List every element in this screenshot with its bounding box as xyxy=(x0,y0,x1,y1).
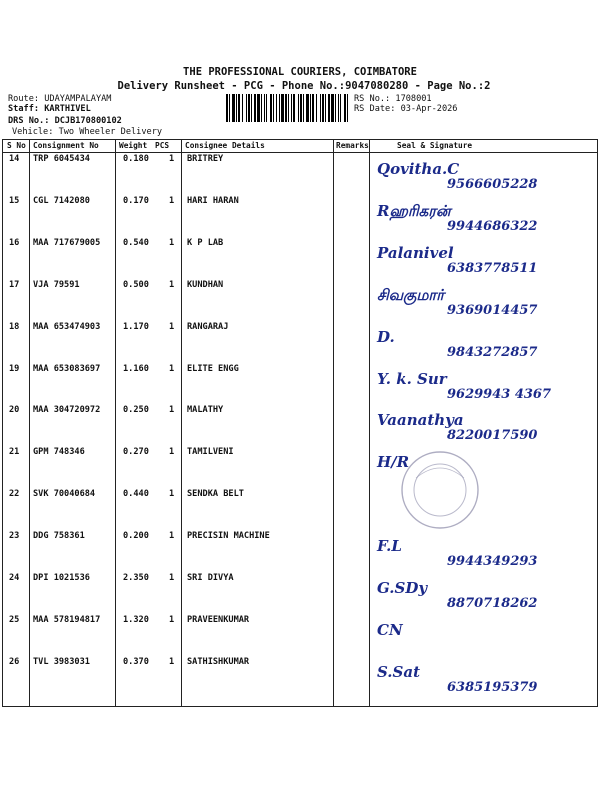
row-pcs: 1 xyxy=(169,154,175,164)
row-weight: 0.250 xyxy=(123,405,149,416)
row-weight: 0.500 xyxy=(123,279,149,290)
row-weight: 0.180 xyxy=(123,154,149,164)
barcode-icon xyxy=(226,94,350,122)
row-weight: 0.440 xyxy=(123,489,149,500)
row-consignment: TVL 3983031 xyxy=(33,656,90,667)
signature-name: Rஹரிகரன் xyxy=(377,201,451,220)
row-pcs: 1 xyxy=(169,489,175,500)
signature-phone: 6383778511 xyxy=(447,260,538,276)
row-consignee: K P LAB xyxy=(187,237,224,248)
row-weight: 0.270 xyxy=(123,447,149,458)
row-consignment: GPM 748346 xyxy=(33,447,85,458)
row-consignee: PRECISIN MACHINE xyxy=(187,531,270,542)
row-consignee: ELITE ENGG xyxy=(187,363,239,374)
row-pcs: 1 xyxy=(169,531,175,542)
row-pcs: 1 xyxy=(169,363,175,374)
row-pcs: 1 xyxy=(169,195,175,206)
table-row xyxy=(3,403,597,443)
col-pcs: PCS xyxy=(155,141,170,150)
row-consignee: KUNDHAN xyxy=(187,279,224,290)
signature-name: D. xyxy=(377,327,395,346)
signature-name: F.L xyxy=(377,537,402,556)
route-label: Route: UDAYAMPALAYAM xyxy=(8,94,112,104)
col-weight: Weight xyxy=(119,141,148,150)
row-consignee: BRITREY xyxy=(187,154,224,164)
row-consignee: TAMILVENI xyxy=(187,447,234,458)
row-weight: 2.350 xyxy=(123,573,149,583)
row-consignee: SRI DIVYA xyxy=(187,573,234,583)
signature xyxy=(363,278,599,318)
signature-name: சிவகுமார் xyxy=(377,285,445,304)
row-sno: 14 xyxy=(9,154,20,164)
signature-phone: 6385195379 xyxy=(447,679,538,695)
row-sno: 21 xyxy=(9,447,20,458)
row-consignment: CGL 7142080 xyxy=(33,195,90,206)
col-sno: S No xyxy=(7,141,26,150)
row-sno: 16 xyxy=(9,237,20,248)
row-pcs: 1 xyxy=(169,614,175,625)
table-row xyxy=(3,445,597,485)
row-consignment: DPI 1021536 xyxy=(33,573,90,583)
signature-name: CN xyxy=(377,620,403,639)
company-title: THE PROFESSIONAL COURIERS, COIMBATORE xyxy=(183,66,417,78)
col-consignment: Consignment No xyxy=(33,141,99,150)
col-remarks: Remarks xyxy=(336,141,369,150)
signature xyxy=(363,529,599,569)
signature-phone: 8870718262 xyxy=(447,596,538,611)
row-sno: 26 xyxy=(9,656,20,667)
row-sno: 19 xyxy=(9,363,20,374)
signature-phone: 9843272857 xyxy=(447,344,538,360)
row-consignee: HARI HARAN xyxy=(187,195,239,206)
signature-phone: 9944686322 xyxy=(447,218,538,234)
row-pcs: 1 xyxy=(169,321,175,332)
row-weight: 1.320 xyxy=(123,614,149,625)
row-pcs: 1 xyxy=(169,573,175,583)
vehicle-label: Vehicle: Two Wheeler Delivery xyxy=(12,127,163,137)
row-consignment: MAA 578194817 xyxy=(33,614,101,625)
row-weight: 0.540 xyxy=(123,237,149,248)
signature-name: Vaanathya xyxy=(377,411,464,430)
row-consignment: VJA 79591 xyxy=(33,279,80,290)
signature xyxy=(363,194,599,234)
row-pcs: 1 xyxy=(169,447,175,458)
table-row xyxy=(3,194,597,234)
runsheet-table xyxy=(2,139,598,707)
col-consignee: Consignee Details xyxy=(185,141,265,150)
table-row xyxy=(3,152,597,192)
signature xyxy=(363,571,599,611)
staff-label: Staff: KARTHIVEL xyxy=(8,104,91,114)
row-pcs: 1 xyxy=(169,237,175,248)
rs-date: RS Date: 03-Apr-2026 xyxy=(354,104,458,114)
drs-label: DRS No.: DCJB170800102 xyxy=(8,116,122,126)
runsheet-subtitle: Delivery Runsheet - PCG - Phone No.:9047080280 - Page No.:2 xyxy=(117,80,491,92)
signature xyxy=(363,362,599,402)
signature xyxy=(363,655,599,695)
row-sno: 23 xyxy=(9,531,20,542)
signature xyxy=(363,320,599,360)
row-consignee: MALATHY xyxy=(187,405,224,416)
row-sno: 20 xyxy=(9,405,20,416)
row-consignee: SATHISHKUMAR xyxy=(187,656,250,667)
row-weight: 0.170 xyxy=(123,195,149,206)
signature-phone: 9369014457 xyxy=(447,302,538,318)
row-sno: 25 xyxy=(9,614,20,625)
row-weight: 0.370 xyxy=(123,656,149,667)
signature-phone: 9629943 4367 xyxy=(447,386,552,402)
rs-number: RS No.: 1708001 xyxy=(354,94,432,104)
row-consignment: MAA 717679005 xyxy=(33,237,101,248)
table-row xyxy=(3,236,597,276)
signature-phone: 8220017590 xyxy=(447,428,538,444)
table-row xyxy=(3,362,597,402)
row-pcs: 1 xyxy=(169,279,175,290)
row-sno: 22 xyxy=(9,489,20,500)
row-consignee: SENDKA BELT xyxy=(187,489,244,500)
row-pcs: 1 xyxy=(169,656,175,667)
signature-name: Y. k. Sur xyxy=(377,369,447,388)
row-consignment: MAA 304720972 xyxy=(33,405,101,416)
row-weight: 0.200 xyxy=(123,531,149,542)
row-sno: 15 xyxy=(9,195,20,206)
row-weight: 1.170 xyxy=(123,321,149,332)
row-consignment: MAA 653474903 xyxy=(33,321,101,332)
table-row xyxy=(3,571,597,611)
row-sno: 18 xyxy=(9,321,20,332)
signature xyxy=(363,613,599,653)
signature-phone: 9944349293 xyxy=(447,554,538,570)
row-sno: 24 xyxy=(9,573,20,583)
signature-name: S.Sat xyxy=(377,662,421,681)
row-consignment: SVK 70040684 xyxy=(33,489,96,500)
row-consignment: MAA 653083697 xyxy=(33,363,101,374)
col-seal: Seal & Signature xyxy=(397,141,473,150)
row-consignment: DDG 758361 xyxy=(33,531,85,542)
signature-name: Qovitha.C xyxy=(377,160,460,178)
row-weight: 1.160 xyxy=(123,363,149,374)
signature-phone: 9566605228 xyxy=(447,177,538,192)
signature-name: H/R xyxy=(377,453,410,472)
signature-name: G.SDy xyxy=(377,579,428,597)
table-row xyxy=(3,655,597,695)
row-consignment: TRP 6045434 xyxy=(33,154,90,164)
signature xyxy=(363,403,599,443)
table-row xyxy=(3,613,597,653)
table-row xyxy=(3,529,597,569)
row-consignee: PRAVEENKUMAR xyxy=(187,614,250,625)
table-row xyxy=(3,320,597,360)
table-row xyxy=(3,487,597,527)
signature xyxy=(363,236,599,276)
row-pcs: 1 xyxy=(169,405,175,416)
row-consignee: RANGARAJ xyxy=(187,321,229,332)
signature-name: Palanivel xyxy=(377,243,454,262)
row-sno: 17 xyxy=(9,279,20,290)
seal-stamp-icon xyxy=(398,448,482,532)
signature xyxy=(363,152,599,192)
table-row xyxy=(3,278,597,318)
